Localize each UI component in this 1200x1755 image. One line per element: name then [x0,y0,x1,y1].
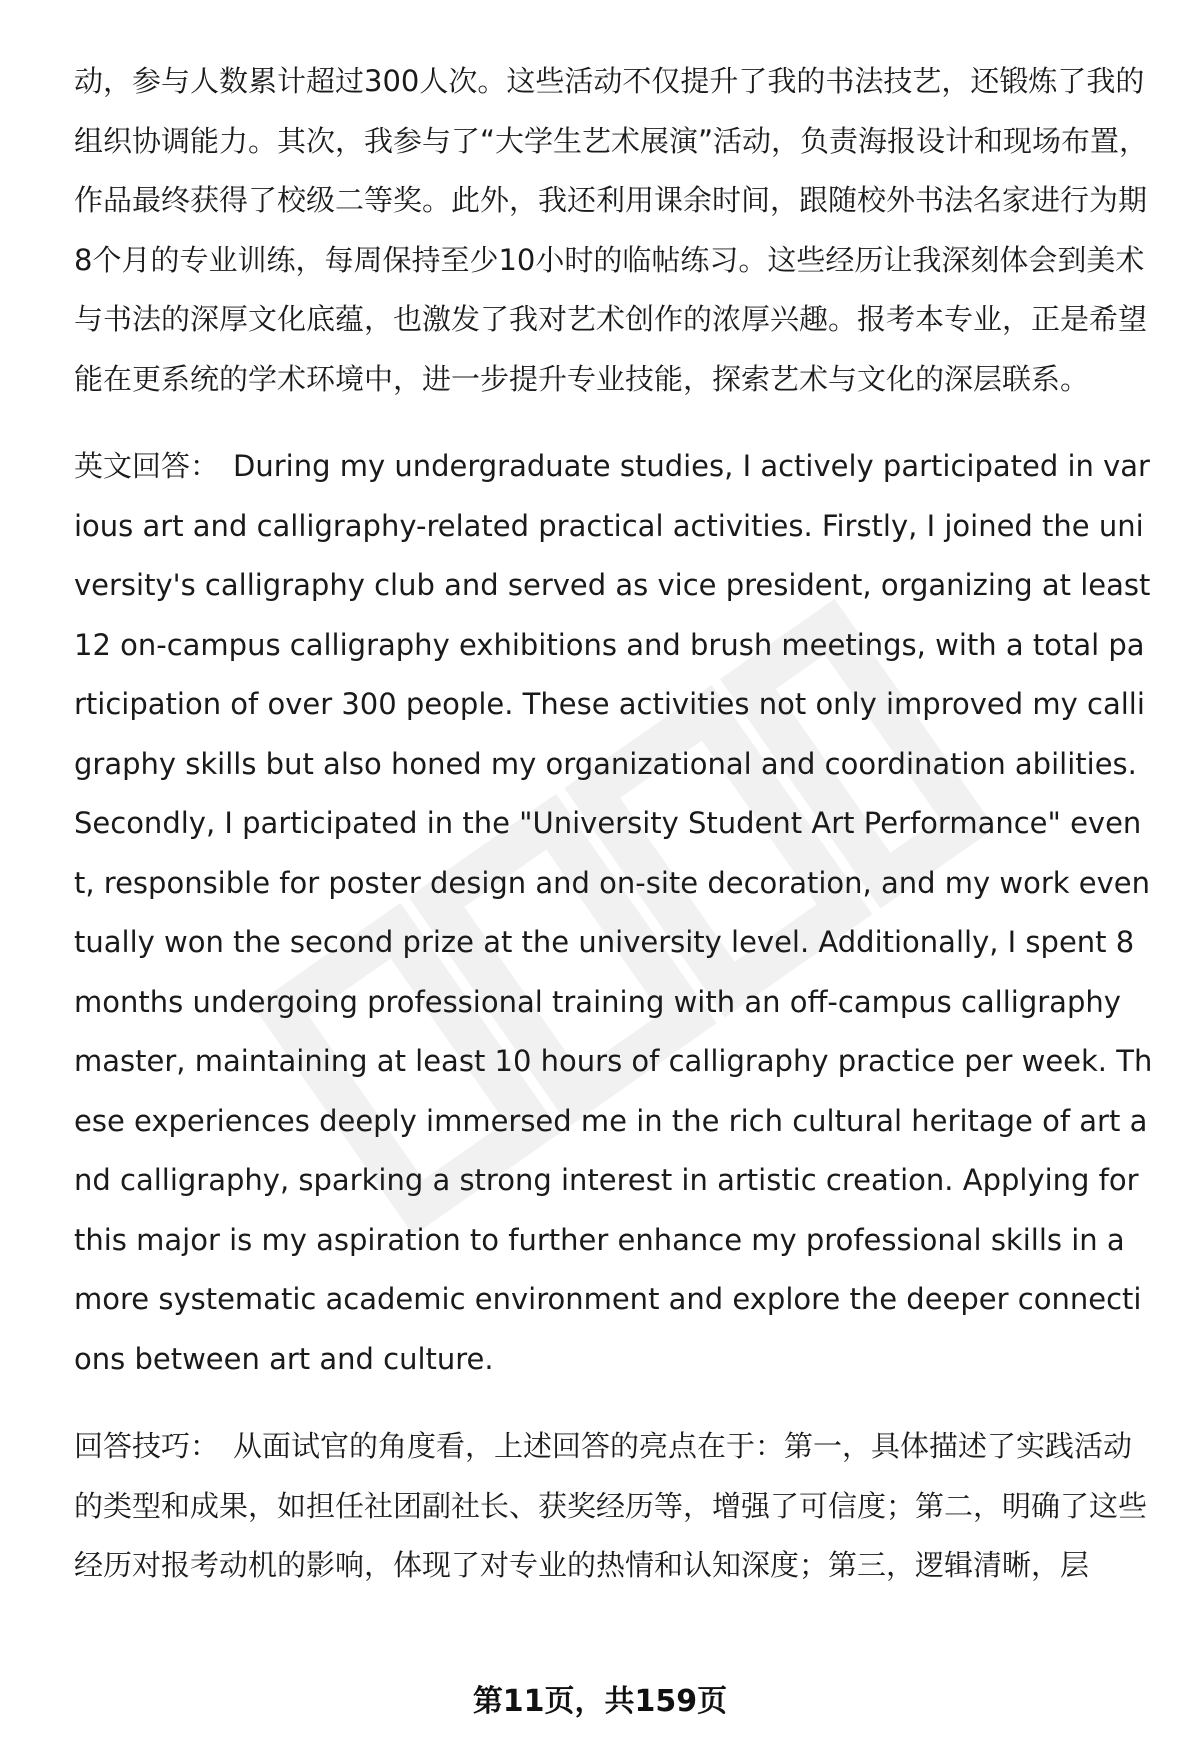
english-answer-label: 英文回答： [74,449,220,483]
page-number: 第11页，共159页 [472,1684,728,1719]
tips-text: 从面试官的角度看，上述回答的亮点在于：第一，具体描述了实践活动的类型和成果，如担任社团副社长、获奖经历等，增强了可信度；第二，明确了这些经历对报考动机的影响，体现了对专业的热情和认知深度；第三，逻辑清晰，层 [74,1429,1148,1582]
english-answer-paragraph [74,437,1154,1389]
english-answer-text: During my undergraduate studies, I actively participated in various art and calligraphy-related practical activities. Firstly, I joined the university's calligraphy club and served as vice president, organizing at least 12 on-campus calligraphy exhibitions and brush meetings, with a total participation of over 300 people. These activities not only improved my calligraphy skills but also honed my organizational and coordination abilities. Secondly, I participated in the "University Student Art Performance" event, responsible for poster design and on-site decoration, and my work eventually won the second prize at the university level. Additionally, I spent 8 months undergoing professional training with an off-campus calligraphy master, maintaining at least 10 hours of calligraphy practice per week. These experiences deeply immersed me in the rich cultural heritage of art and calligraphy, sparking a strong interest in artistic creation. Applying for this major is my aspiration to further enhance my professional skills in a more systematic academic environment and explore the deeper connections between art and culture. [74,449,1153,1376]
tips-label: 回答技巧： [74,1429,220,1463]
document-body [74,52,1154,1596]
intro-paragraph: 动，参与人数累计超过300人次。这些活动不仅提升了我的书法技艺，还锻炼了我的组织协调能力。其次，我参与了“大学生艺术展演”活动，负责海报设计和现场布置，作品最终获得了校级二等奖。此外，我还利用课余时间，跟随校外书法名家进行为期8个月的专业训练，每周保持至少10小时的临帖练习。这些经历让我深刻体会到美术与书法的深厚文化底蕴，也激发了我对艺术创作的浓厚兴趣。报考本专业，正是希望能在更系统的学术环境中，进一步提升专业技能，探索艺术与文化的深层联系。 [74,64,1149,396]
tips-paragraph [74,1417,1154,1596]
